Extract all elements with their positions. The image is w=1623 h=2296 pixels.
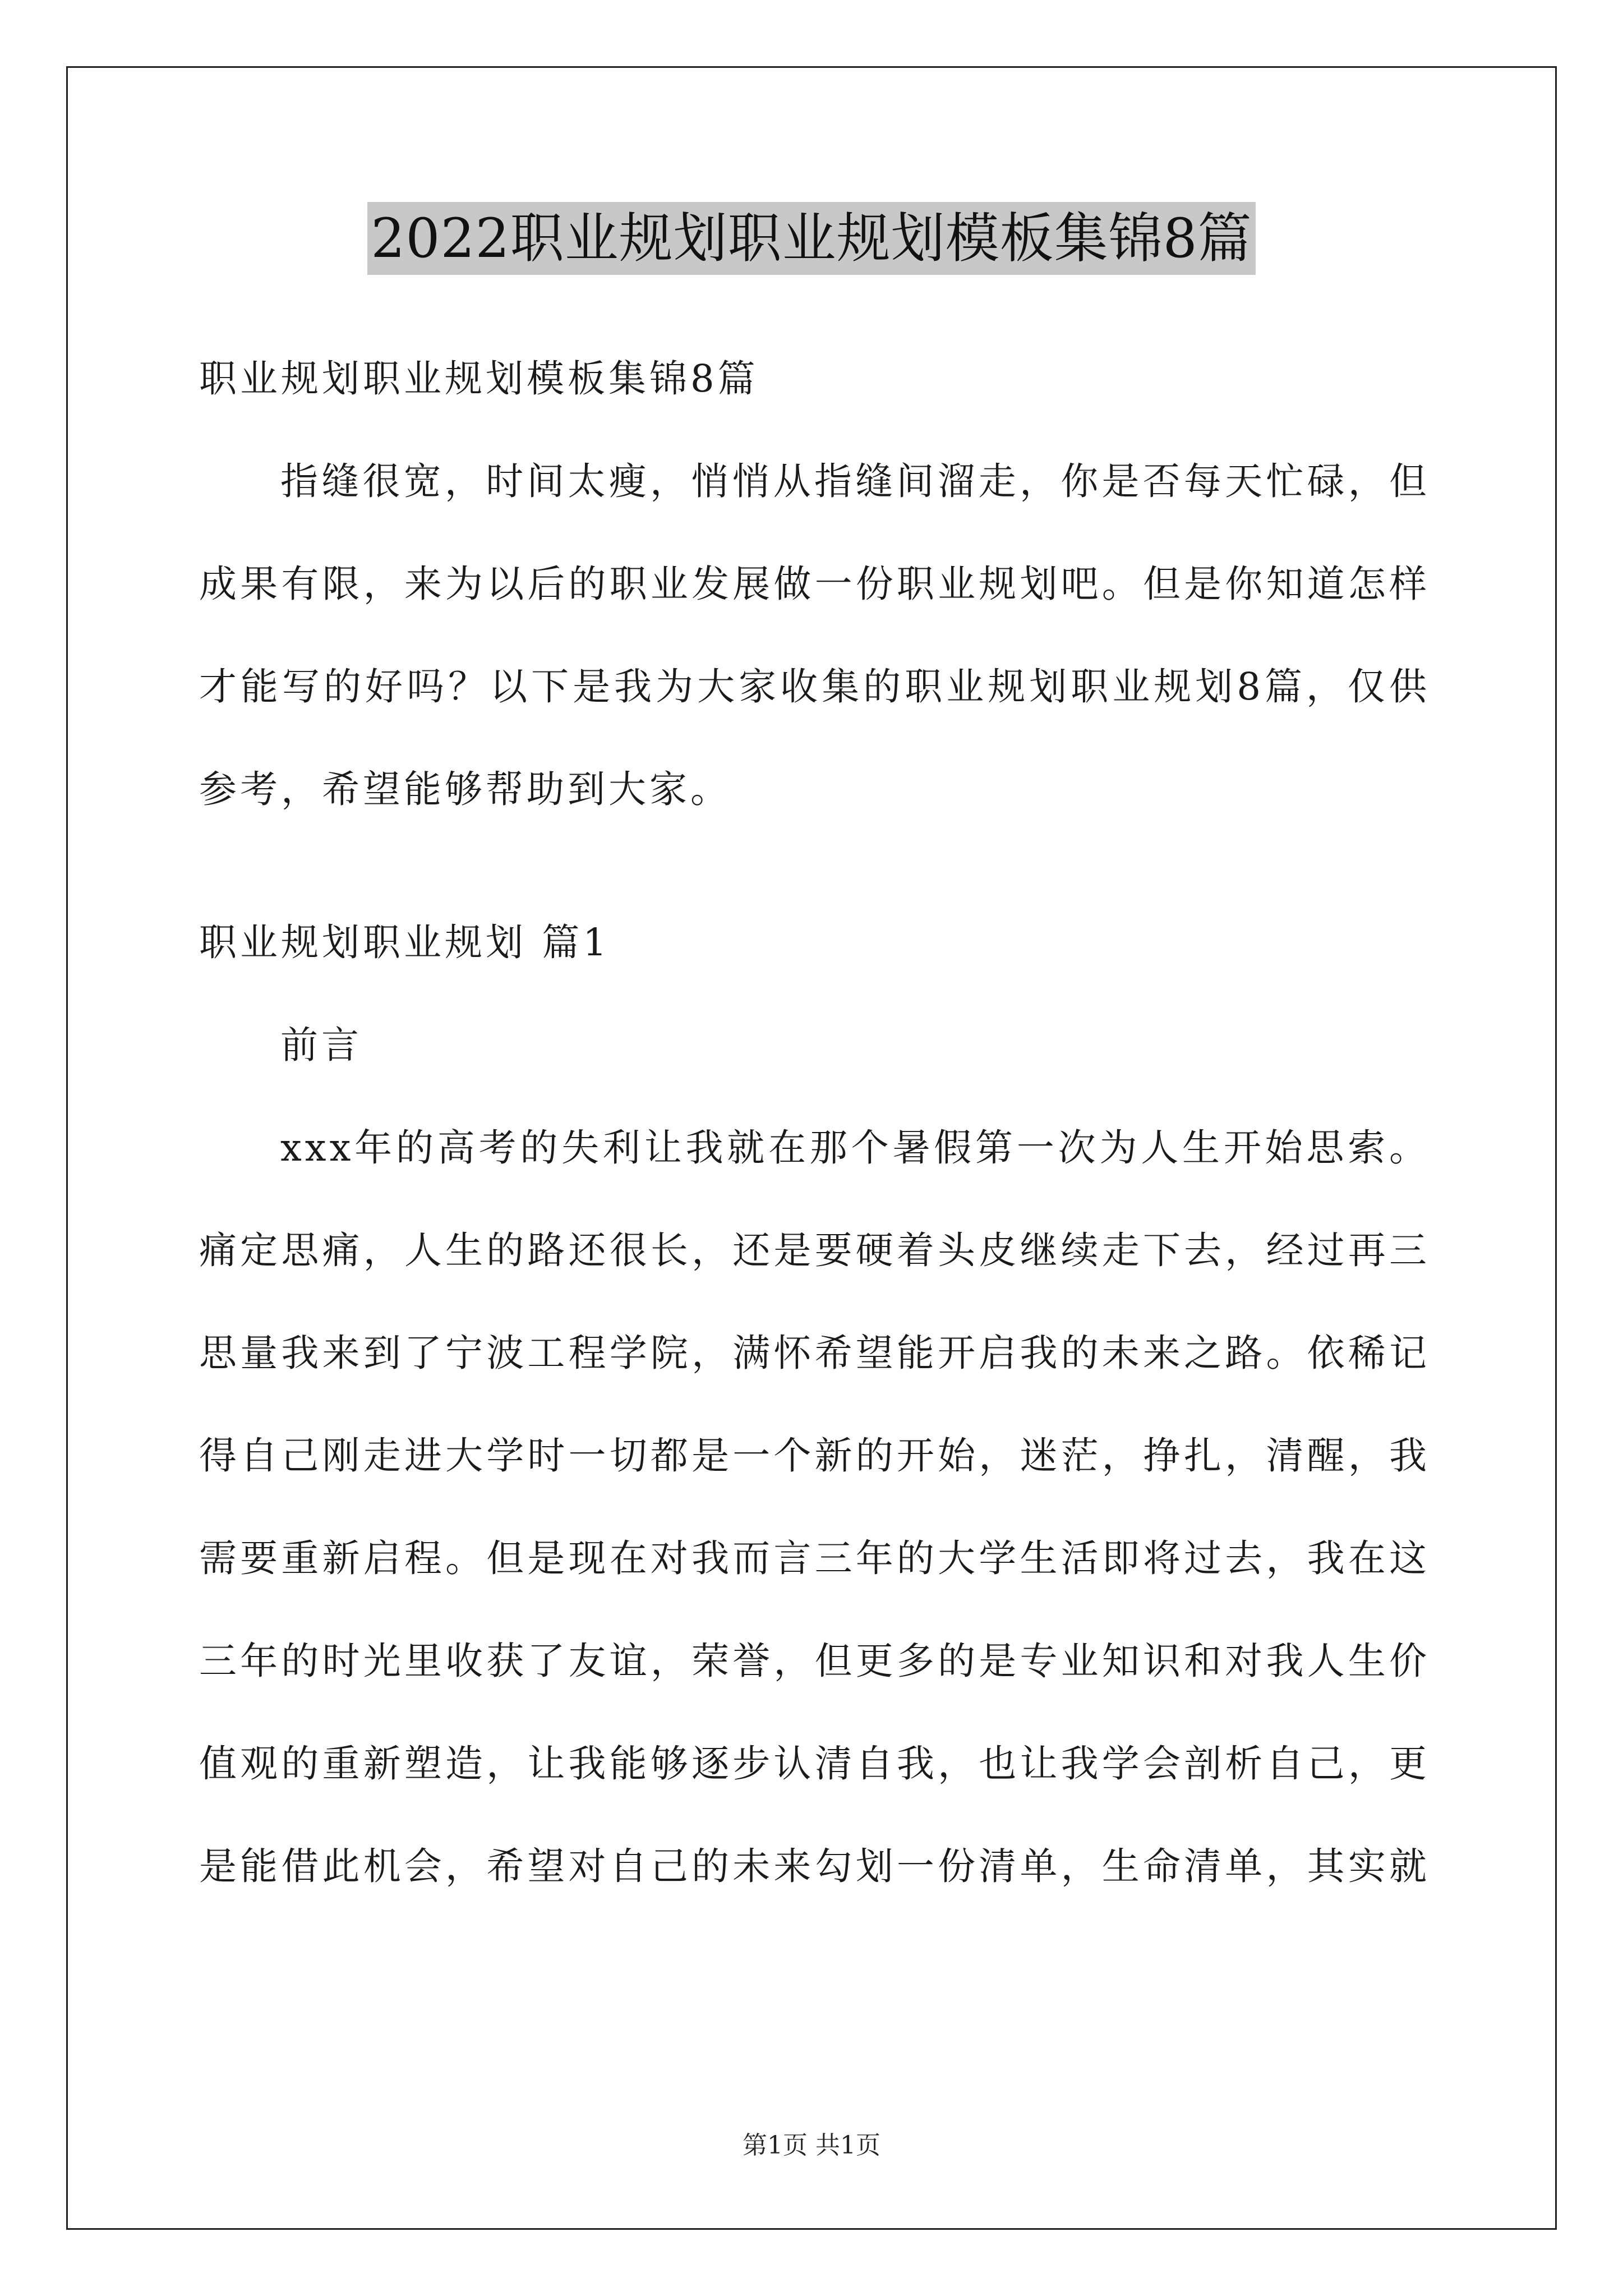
body-line: xxx年的高考的失利让我就在那个暑假第一次为人生开始思索。: [280, 1126, 1430, 1170]
title-container: [0, 202, 1623, 275]
page-footer: 第1页 共1页: [743, 2131, 880, 2160]
section-heading: 职业规划职业规划 篇1: [199, 921, 610, 964]
body-line: 思量我来到了宁波工程学院，满怀希望能开启我的未来之路。依稀记: [199, 1331, 1430, 1375]
intro-line: 成果有限，来为以后的职业发展做一份职业规划吧。但是你知道怎样: [199, 562, 1430, 606]
body-line: 痛定思痛，人生的路还很长，还是要硬着头皮继续走下去，经过再三: [199, 1228, 1430, 1272]
body-line: 需要重新启程。但是现在对我而言三年的大学生活即将过去，我在这: [199, 1536, 1430, 1580]
body-line: 是能借此机会，希望对自己的未来勾划一份清单，生命清单，其实就: [199, 1844, 1430, 1888]
document-body: [199, 348, 1430, 1938]
body-line: 值观的重新塑造，让我能够逐步认清自我，也让我学会剖析自己，更: [199, 1742, 1430, 1786]
document-title: 2022职业规划职业规划模板集锦8篇: [367, 202, 1255, 275]
intro-line: 参考，希望能够帮助到大家。: [199, 767, 731, 811]
intro-line: 才能写的好吗？以下是我为大家收集的职业规划职业规划8篇，仅供: [199, 665, 1430, 708]
document-subtitle: 职业规划职业规划模板集锦8篇: [199, 357, 759, 401]
intro-line: 指缝很宽，时间太瘦，悄悄从指缝间溜走，你是否每天忙碌，但: [280, 459, 1430, 503]
body-line: 三年的时光里收获了友谊，荣誉，但更多的是专业知识和对我人生价: [199, 1639, 1430, 1683]
section-label: 前言: [280, 1023, 362, 1067]
body-line: 得自己刚走进大学时一切都是一个新的开始，迷茫，挣扎，清醒，我: [199, 1434, 1430, 1478]
spacer: [199, 861, 1430, 912]
